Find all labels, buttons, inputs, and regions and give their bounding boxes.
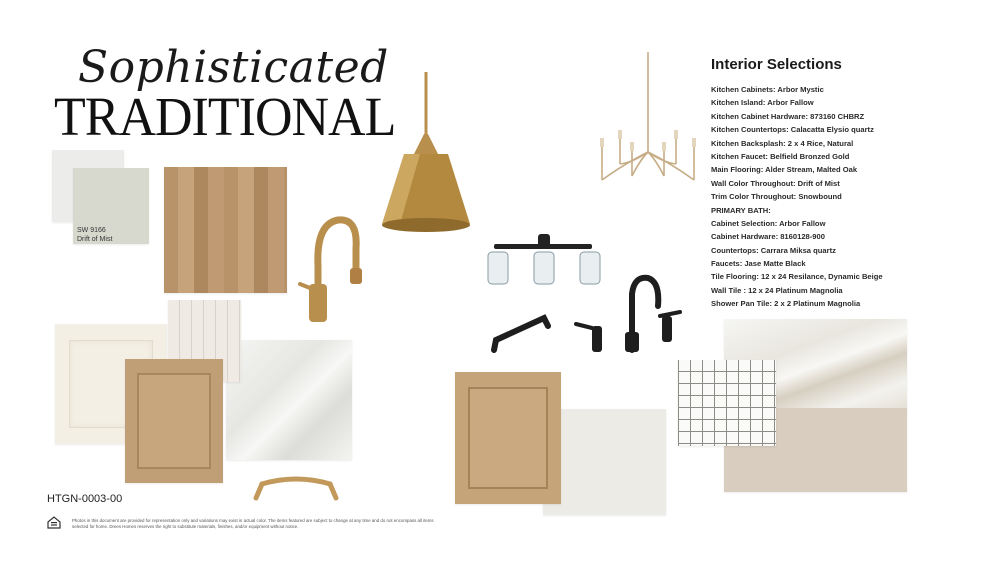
selections-heading: Interior Selections	[711, 56, 842, 73]
list-item: Kitchen Backsplash: 2 x 4 Rice, Natural	[711, 138, 854, 148]
bath-countertop-sample	[543, 409, 666, 515]
paint-name: Drift of Mist	[77, 236, 113, 243]
list-item: Kitchen Faucet: Belfield Bronzed Gold	[711, 151, 850, 161]
cabinet-pull-icon	[250, 470, 342, 504]
list-item: Cabinet Selection: Arbor Fallow	[711, 218, 826, 228]
paint-code: SW 9166	[77, 227, 106, 234]
list-item: Main Flooring: Alder Stream, Malted Oak	[711, 165, 858, 175]
black-pull-icon	[488, 310, 554, 356]
shower-pan-tile-sample	[678, 360, 776, 446]
pendant-light-icon	[380, 72, 472, 234]
list-item: Kitchen Cabinet Hardware: 873160 CHBRZ	[711, 111, 865, 121]
list-item: Kitchen Island: Arbor Fallow	[711, 98, 814, 108]
list-item: Cabinet Hardware: 8160128-900	[711, 232, 825, 242]
equal-housing-icon	[47, 516, 61, 530]
list-item: Wall Tile : 12 x 24 Platinum Magnolia	[711, 285, 843, 295]
list-item: Wall Color Throughout: Drift of Mist	[711, 178, 840, 188]
wood-flooring-sample	[164, 167, 287, 293]
list-item: Shower Pan Tile: 2 x 2 Platinum Magnolia	[711, 299, 861, 309]
main-title: TRADITIONAL	[54, 87, 396, 148]
list-item: Countertops: Carrara Miksa quartz	[711, 245, 836, 255]
island-cabinet-door-sample	[125, 359, 223, 483]
list-item: Kitchen Cabinets: Arbor Mystic	[711, 85, 824, 94]
list-item: Kitchen Countertops: Calacatta Elysio quartz	[711, 125, 874, 135]
plan-code: HTGN-0003-00	[47, 493, 123, 505]
kitchen-countertop-sample	[226, 340, 352, 460]
paint-swatch-label	[77, 226, 112, 244]
list-item: PRIMARY BATH:	[711, 205, 771, 215]
chandelier-icon	[596, 52, 700, 190]
kitchen-faucet-icon	[296, 206, 366, 324]
selections-list	[711, 83, 883, 311]
disclaimer-text: Photos in this document are provided for representation only and variations may exist in actual color. The items featured are subject to change at any time and do not encompass all items selected for home. Drees Homes reserves the right to substitute materials, finishes, and/or equipment without notice.	[72, 518, 434, 529]
bath-faucet-icon	[574, 272, 684, 356]
list-item: Trim Color Throughout: Snowbound	[711, 192, 842, 202]
bath-cabinet-door-sample	[455, 372, 561, 504]
list-item: Faucets: Jase Matte Black	[711, 259, 806, 269]
script-title: Sophisticated	[78, 42, 389, 93]
list-item: Tile Flooring: 12 x 24 Resilance, Dynamic Beige	[711, 272, 883, 282]
